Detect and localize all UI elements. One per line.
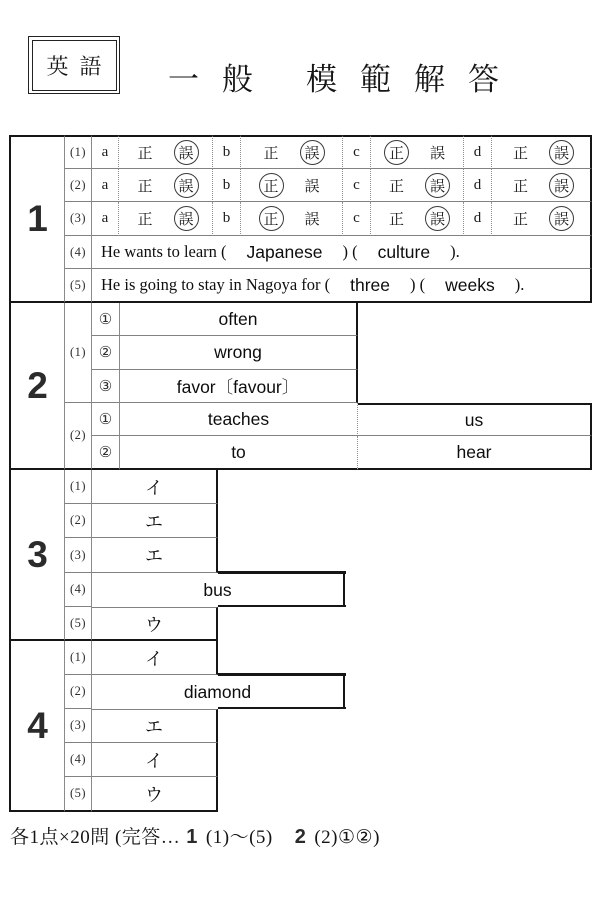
sentence-answer-cell (92, 269, 592, 303)
choice-letter: d (464, 202, 492, 236)
row-label: (2) (65, 504, 92, 538)
scoring-close: ) (373, 827, 380, 848)
table-border-segment (218, 707, 346, 710)
row-label: (3) (65, 538, 92, 573)
answer-cell: イ (92, 470, 218, 504)
answer-cell: hear (358, 436, 592, 470)
choice-letter: a (92, 135, 119, 169)
item-number: ② (92, 336, 120, 370)
table-border-segment (218, 673, 346, 676)
answer-cell: teaches (120, 403, 358, 436)
sentence-answer-cell (92, 236, 592, 269)
tf-answer-cell (371, 202, 464, 236)
tf-correct: 正 (512, 212, 528, 228)
choice-letter: d (464, 169, 492, 202)
sentence-text: ) ( (410, 275, 426, 294)
choice-letter: b (213, 202, 241, 236)
answer-cell: エ (92, 538, 218, 573)
row-label: (3) (65, 709, 92, 743)
tf-correct: 正 (512, 178, 528, 195)
tf-answer-cell (492, 169, 592, 202)
sentence-text: He wants to learn ( (101, 242, 227, 261)
answer-cell: イ (92, 641, 218, 675)
tf-wrong: 誤 (429, 146, 445, 162)
item-number: ② (92, 436, 120, 470)
answer-cell: us (358, 403, 592, 436)
answer-word: culture (377, 241, 431, 262)
table-border-segment (218, 571, 346, 574)
answer-cell-wide: bus (92, 573, 345, 607)
subject-label: 英語 (32, 40, 117, 91)
answer-cell: wrong (120, 336, 358, 370)
tf-answer-cell (241, 135, 343, 169)
scoring-text: 各1点×20問 (完答… (10, 827, 181, 848)
tf-answer-cell (119, 169, 213, 202)
answer-cell: ウ (92, 777, 218, 812)
scoring-note (10, 822, 380, 849)
tf-correct: 正 (259, 206, 284, 231)
choice-letter: a (92, 202, 119, 236)
tf-answer-cell (119, 135, 213, 169)
choice-letter: b (213, 169, 241, 202)
section3-number: 3 (9, 470, 65, 641)
scoring-section1-ref: 1 (186, 826, 198, 848)
tf-wrong: 誤 (425, 173, 450, 198)
answer-cell: ウ (92, 607, 218, 641)
page-title-word2: 模範解答 (306, 62, 522, 97)
answer-cell: favor〔favour〕 (120, 370, 358, 403)
answer-word: three (350, 274, 391, 295)
row-label: (2) (65, 675, 92, 709)
tf-correct: 正 (512, 146, 528, 162)
tf-wrong: 誤 (174, 173, 199, 198)
sentence-text: ) ( (342, 242, 358, 261)
answer-word: weeks (445, 274, 495, 295)
tf-wrong: 誤 (549, 173, 574, 198)
tf-answer-cell (119, 202, 213, 236)
tf-correct: 正 (259, 173, 284, 198)
tf-wrong: 誤 (549, 206, 574, 231)
tf-correct: 正 (388, 178, 404, 195)
row-label: (5) (65, 269, 92, 303)
section1-number: 1 (9, 135, 65, 303)
tf-correct: 正 (137, 146, 153, 162)
sentence-text: ). (514, 275, 525, 294)
page-title-word1: 一般 (168, 62, 276, 97)
choice-letter: d (464, 135, 492, 169)
answer-cell: to (120, 436, 358, 470)
group-label: (2) (65, 403, 92, 470)
tf-wrong: 誤 (300, 140, 325, 165)
tf-wrong: 誤 (174, 206, 199, 231)
row-label: (3) (65, 202, 92, 236)
tf-answer-cell (492, 202, 592, 236)
tf-answer-cell (241, 202, 343, 236)
answer-word: Japanese (246, 241, 323, 262)
sentence-text: He is going to stay in Nagoya for ( (101, 275, 331, 294)
choice-letter: c (343, 169, 371, 202)
section4-number: 4 (9, 641, 65, 812)
row-label: (4) (65, 573, 92, 607)
tf-wrong: 誤 (304, 178, 320, 195)
item-number: ① (92, 403, 120, 436)
row-label: (2) (65, 169, 92, 202)
tf-answer-cell (371, 135, 464, 169)
choice-letter: a (92, 169, 119, 202)
tf-correct: 正 (263, 146, 279, 162)
answer-cell: エ (92, 709, 218, 743)
tf-answer-cell (492, 135, 592, 169)
choice-letter: c (343, 202, 371, 236)
tf-correct: 正 (384, 140, 409, 165)
row-label: (5) (65, 607, 92, 641)
tf-wrong: 誤 (304, 212, 320, 228)
answer-cell-wide: diamond (92, 675, 345, 709)
row-label: (1) (65, 641, 92, 675)
tf-correct: 正 (137, 212, 153, 228)
answer-cell: イ (92, 743, 218, 777)
page-title (168, 54, 522, 99)
scoring-range2: (2)①② (314, 827, 374, 848)
row-label: (4) (65, 236, 92, 269)
tf-wrong: 誤 (174, 140, 199, 165)
sentence-text: ). (450, 242, 460, 261)
answer-cell: often (120, 303, 358, 336)
item-number: ① (92, 303, 120, 336)
subject-box (28, 36, 120, 94)
choice-letter: b (213, 135, 241, 169)
row-label: (4) (65, 743, 92, 777)
tf-wrong: 誤 (425, 206, 450, 231)
scoring-section2-ref: 2 (294, 826, 307, 848)
answer-cell: エ (92, 504, 218, 538)
row-label: (1) (65, 470, 92, 504)
tf-wrong: 誤 (549, 140, 574, 165)
group-label: (1) (65, 303, 92, 403)
tf-correct: 正 (137, 178, 153, 195)
table-border-segment (218, 605, 346, 608)
section2-number: 2 (9, 303, 65, 470)
item-number: ③ (92, 370, 120, 403)
tf-answer-cell (371, 169, 464, 202)
row-label: (1) (65, 135, 92, 169)
tf-correct: 正 (388, 212, 404, 228)
row-label: (5) (65, 777, 92, 812)
choice-letter: c (343, 135, 371, 169)
tf-answer-cell (241, 169, 343, 202)
scoring-range1: (1)～(5) (205, 827, 273, 848)
